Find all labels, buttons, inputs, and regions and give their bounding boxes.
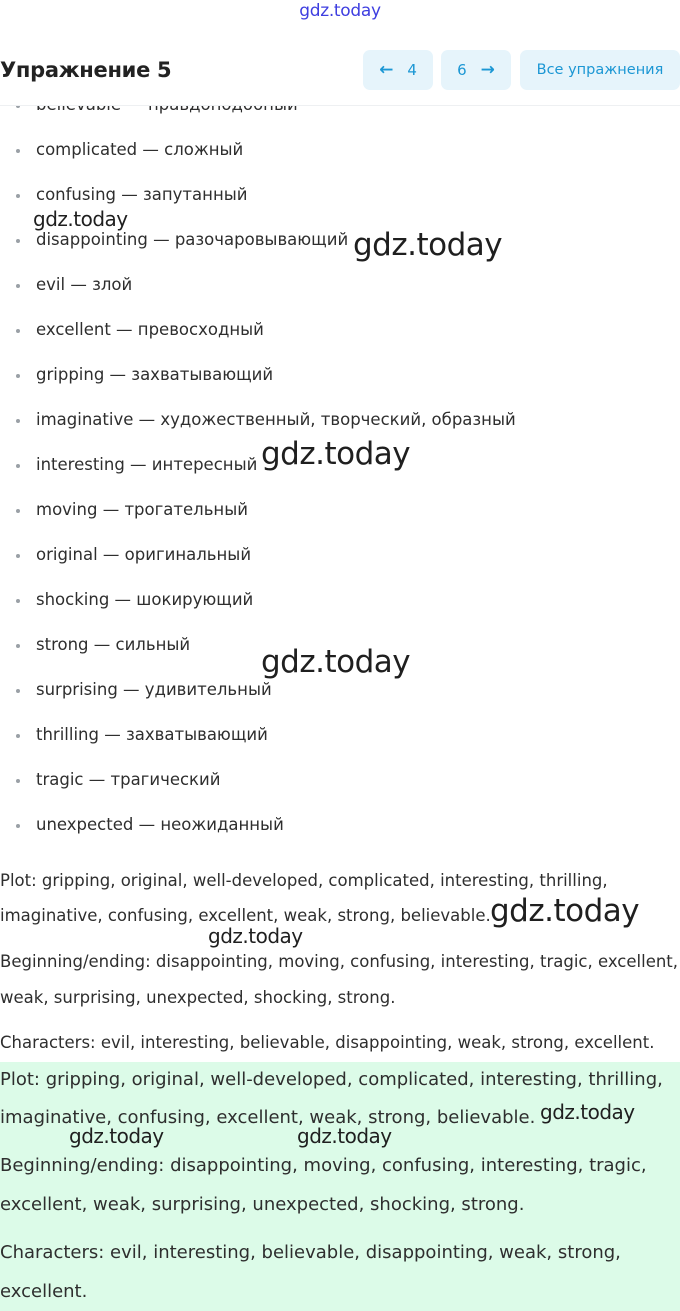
bullet-icon xyxy=(16,149,20,153)
answer-line: weak, surprising, unexpected, shocking, strong. xyxy=(0,988,396,1007)
bullet-icon xyxy=(16,644,20,648)
watermark: gdz.today xyxy=(353,227,503,263)
watermark: gdz.today xyxy=(540,1100,635,1124)
answer-line: excellent, weak, surprising, unexpected, shocking, strong. xyxy=(0,1194,525,1215)
watermark: gdz.today xyxy=(69,1124,164,1148)
answer-line: excellent. xyxy=(0,1281,88,1302)
exercise-header xyxy=(0,40,680,106)
bullet-icon xyxy=(16,734,20,738)
watermark: gdz.today xyxy=(490,893,640,929)
bullet-icon xyxy=(16,194,20,198)
answer-line: Beginning/ending: disappointing, moving, confusing, interesting, tragic, xyxy=(0,1155,647,1176)
answer-line: Characters: evil, interesting, believable, disappointing, weak, strong, xyxy=(0,1242,621,1263)
page-title: Упражнение 5 xyxy=(0,58,172,82)
answer-line: Beginning/ending: disappointing, moving, confusing, interesting, tragic, excellent, xyxy=(0,952,679,971)
answer-line: imaginative, confusing, excellent, weak, strong, believable. xyxy=(0,1107,536,1128)
watermark: gdz.today xyxy=(261,436,411,472)
watermark: gdz.today xyxy=(33,207,128,231)
bullet-icon xyxy=(16,689,20,693)
bullet-icon xyxy=(16,599,20,603)
next-exercise-label: 6 xyxy=(457,61,467,79)
bullet-icon xyxy=(16,239,20,243)
answer-line: Plot: gripping, original, well-developed, complicated, interesting, thrilling, xyxy=(0,871,608,890)
answer-line: Characters: evil, interesting, believable, disappointing, weak, strong, excellent. xyxy=(0,1033,655,1052)
bullet-icon xyxy=(16,824,20,828)
arrow-right-icon: → xyxy=(480,60,495,80)
watermark: gdz.today xyxy=(297,1124,392,1148)
prev-exercise-button[interactable] xyxy=(363,50,433,90)
bullet-icon xyxy=(16,464,20,468)
all-exercises-button[interactable]: Все упражнения xyxy=(520,50,680,90)
next-exercise-button[interactable] xyxy=(441,50,511,90)
bullet-icon xyxy=(16,509,20,513)
prev-exercise-label: 4 xyxy=(407,61,417,79)
answer-line: Plot: gripping, original, well-developed, complicated, interesting, thrilling, xyxy=(0,1069,663,1090)
arrow-left-icon: ← xyxy=(379,60,394,80)
bullet-icon xyxy=(16,779,20,783)
answer-line: imaginative, confusing, excellent, weak, strong, believable. xyxy=(0,906,491,925)
watermark: gdz.today xyxy=(261,644,411,680)
bullet-icon xyxy=(16,374,20,378)
watermark: gdz.today xyxy=(208,924,303,948)
site-watermark-top: gdz.today xyxy=(299,1,381,21)
bullet-icon xyxy=(16,329,20,333)
bullet-icon xyxy=(16,419,20,423)
bullet-icon xyxy=(16,554,20,558)
bullet-icon xyxy=(16,284,20,288)
